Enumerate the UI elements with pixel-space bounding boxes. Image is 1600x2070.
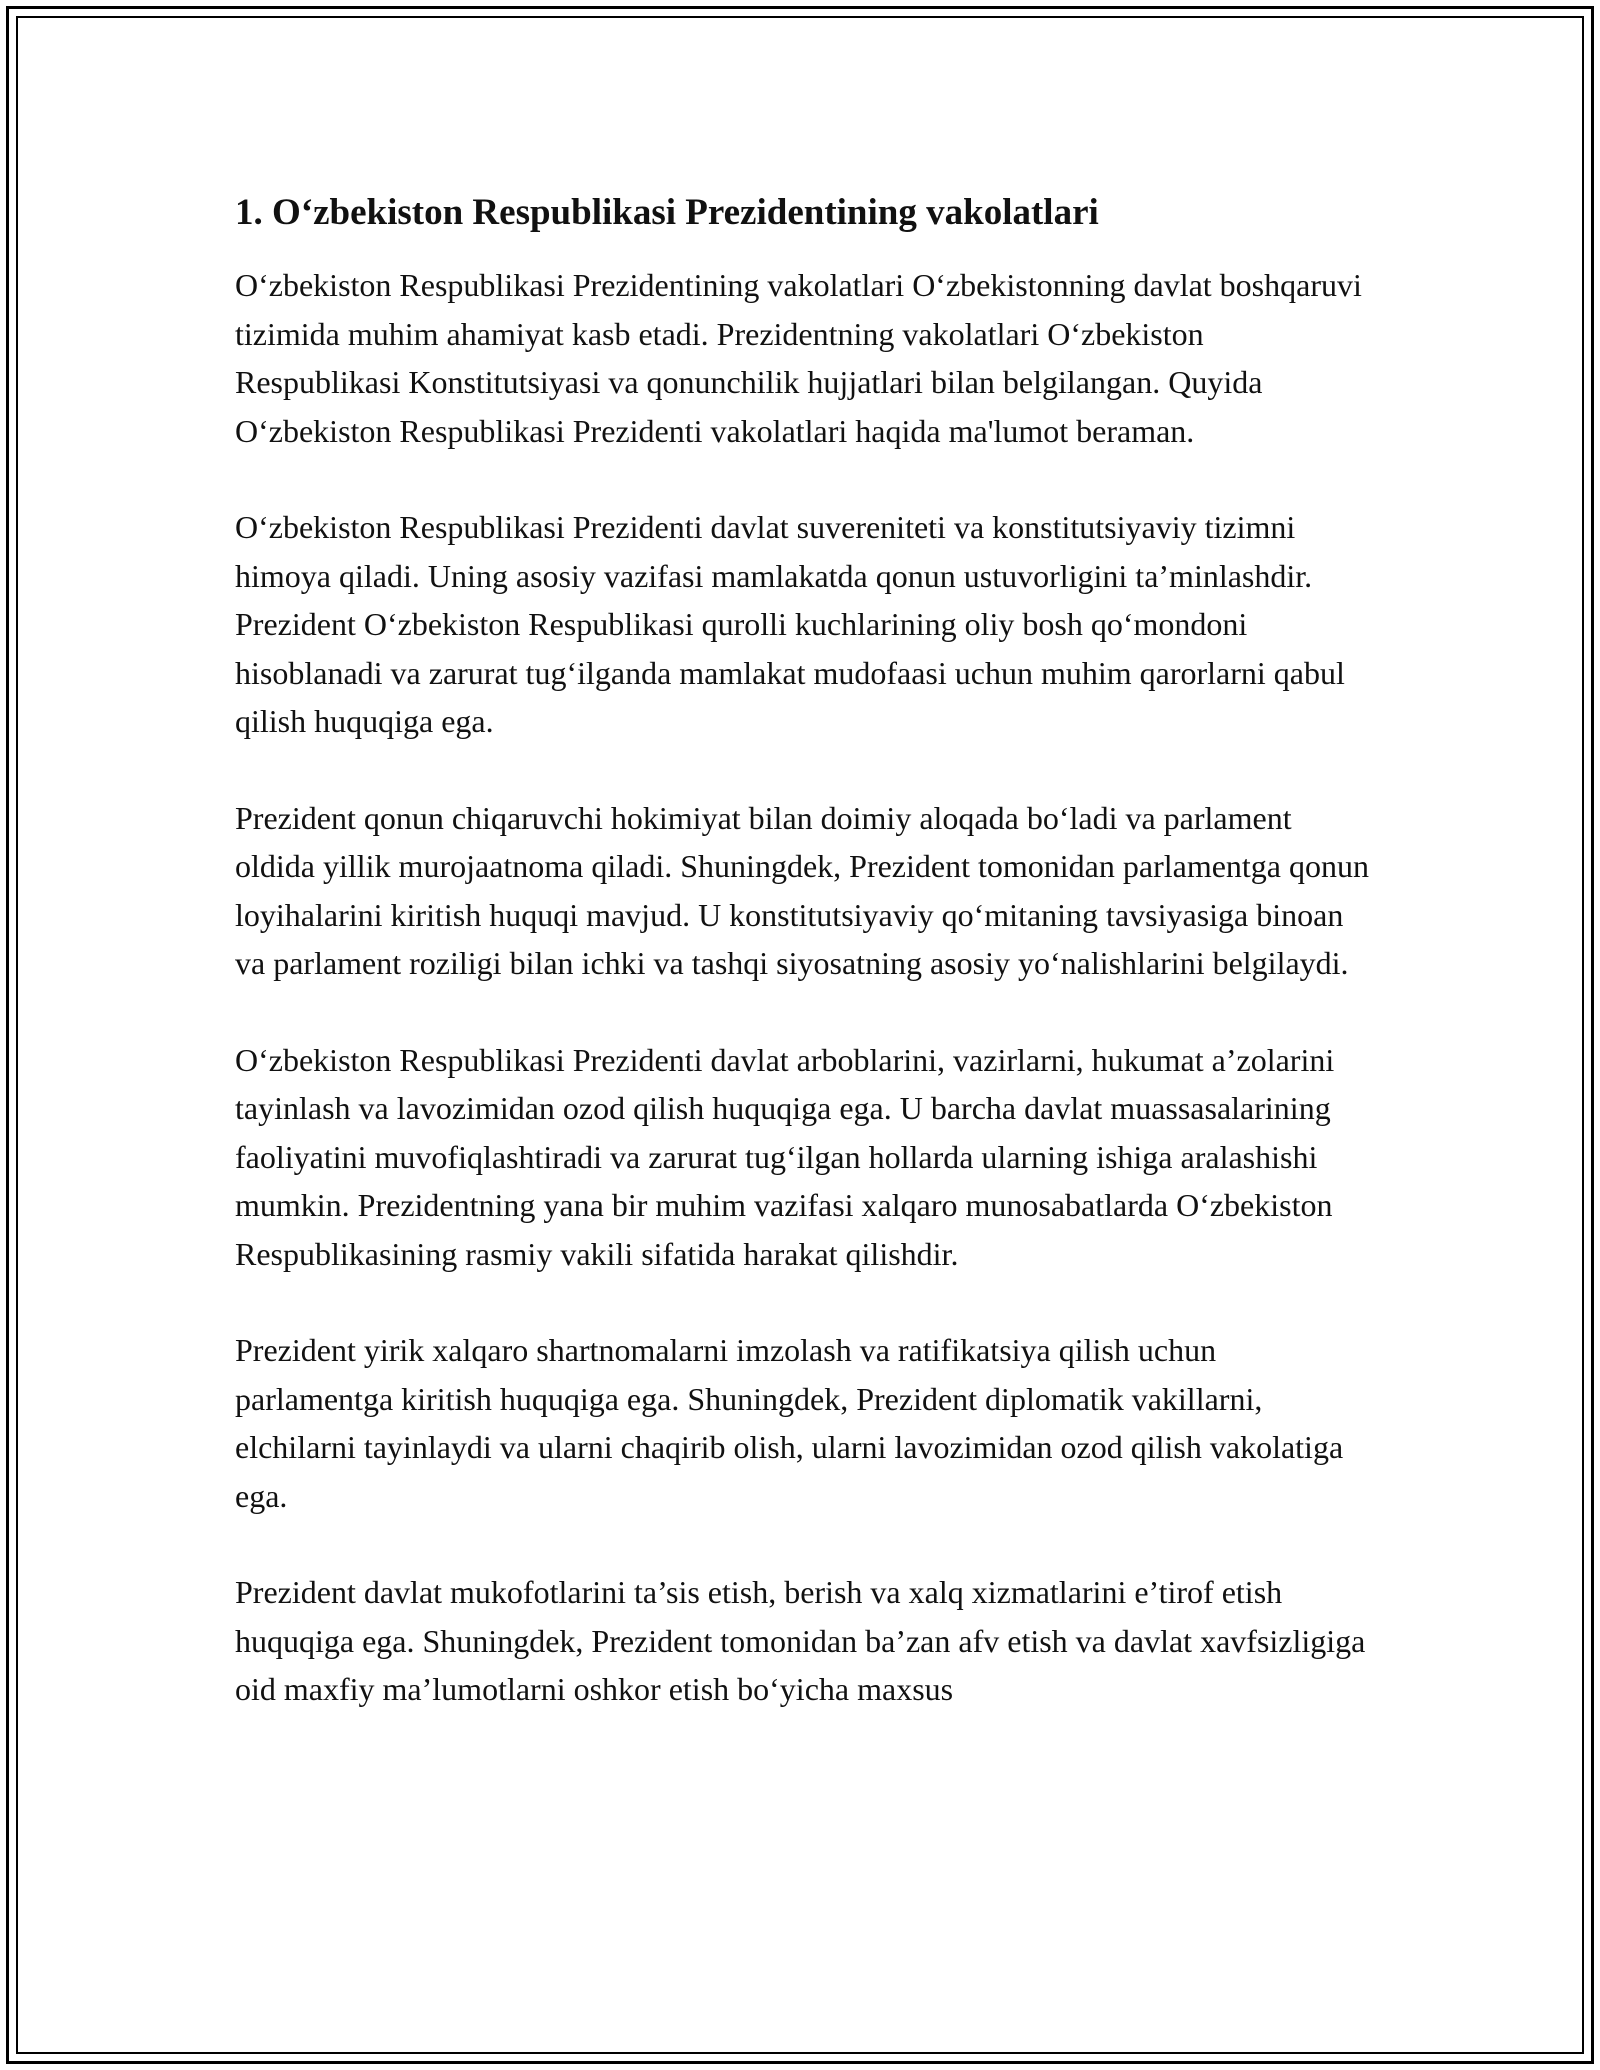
document-title: 1. O‘zbekiston Respublikasi Prezidentining vakolatlari xyxy=(235,192,1099,233)
document-body xyxy=(235,185,1370,1762)
paragraph: O‘zbekiston Respublikasi Prezidenti davlat arboblarini, vazirlarni, hukumat a’zolarini tayinlash va lavozimidan ozod qilish huquqiga ega. U barcha davlat muassasalarining faoliyatini muvofiqlashtiradi va zarurat tug‘ilgan hollarda ularning ishiga aralashishi mumkin. Prezidentning yana bir muhim vazifasi xalqaro munosabatlarda O‘zbekiston Respublikasining rasmiy vakili sifatida harakat qilishdir. xyxy=(235,1041,1335,1272)
paragraph: Prezident qonun chiqaruvchi hokimiyat bilan doimiy aloqada bo‘ladi va parlament oldida yillik murojaatnoma qiladi. Shuningdek, Prezident tomonidan parlamentga qonun loyihalarini kiritish huquqi mavjud. U konstitutsiyaviy qo‘mitaning tavsiyasiga binoan va parlament roziligi bilan ichki va tashqi siyosatning asosiy yo‘nalishlarini belgilaydi. xyxy=(235,799,1369,981)
paragraph: Prezident davlat mukofotlarini ta’sis etish, berish va xalq xizmatlarini e’tirof etish huquqiga ega. Shuningdek, Prezident tomonidan ba’zan afv etish va davlat xavfsizligiga oid maxfiy ma’lumotlarni oshkor etish bo‘yicha maxsus xyxy=(235,1574,1366,1707)
paragraph: Prezident yirik xalqaro shartnomalarni imzolash va ratifikatsiya qilish uchun parlamentga kiritish huquqiga ega. Shuningdek, Prezident diplomatik vakillarni, elchilarni tayinlaydi va ularni chaqirib olish, ularni lavozimidan ozod qilish vakolatiga ega. xyxy=(235,1332,1344,1514)
paragraph: O‘zbekiston Respublikasi Prezidenti davlat suvereniteti va konstitutsiyaviy tizimni himoya qiladi. Uning asosiy vazifasi mamlakatda qonun ustuvorligini ta’minlashdir. Prezident O‘zbekiston Respublikasi qurolli kuchlarining oliy bosh qo‘mondoni hisoblanadi va zarurat tug‘ilganda mamlakat mudofaasi uchun muhim qarorlarni qabul qilish huquqiga ega. xyxy=(235,509,1345,739)
paragraph: O‘zbekiston Respublikasi Prezidentining vakolatlari O‘zbekistonning davlat boshqaruvi tizimida muhim ahamiyat kasb etadi. Prezidentning vakolatlari O‘zbekiston Respublikasi Konstitutsiyasi va qonunchilik hujjatlari bilan belgilangan. Quyida O‘zbekiston Respublikasi Prezidenti vakolatlari haqida ma'lumot beraman. xyxy=(235,267,1362,449)
